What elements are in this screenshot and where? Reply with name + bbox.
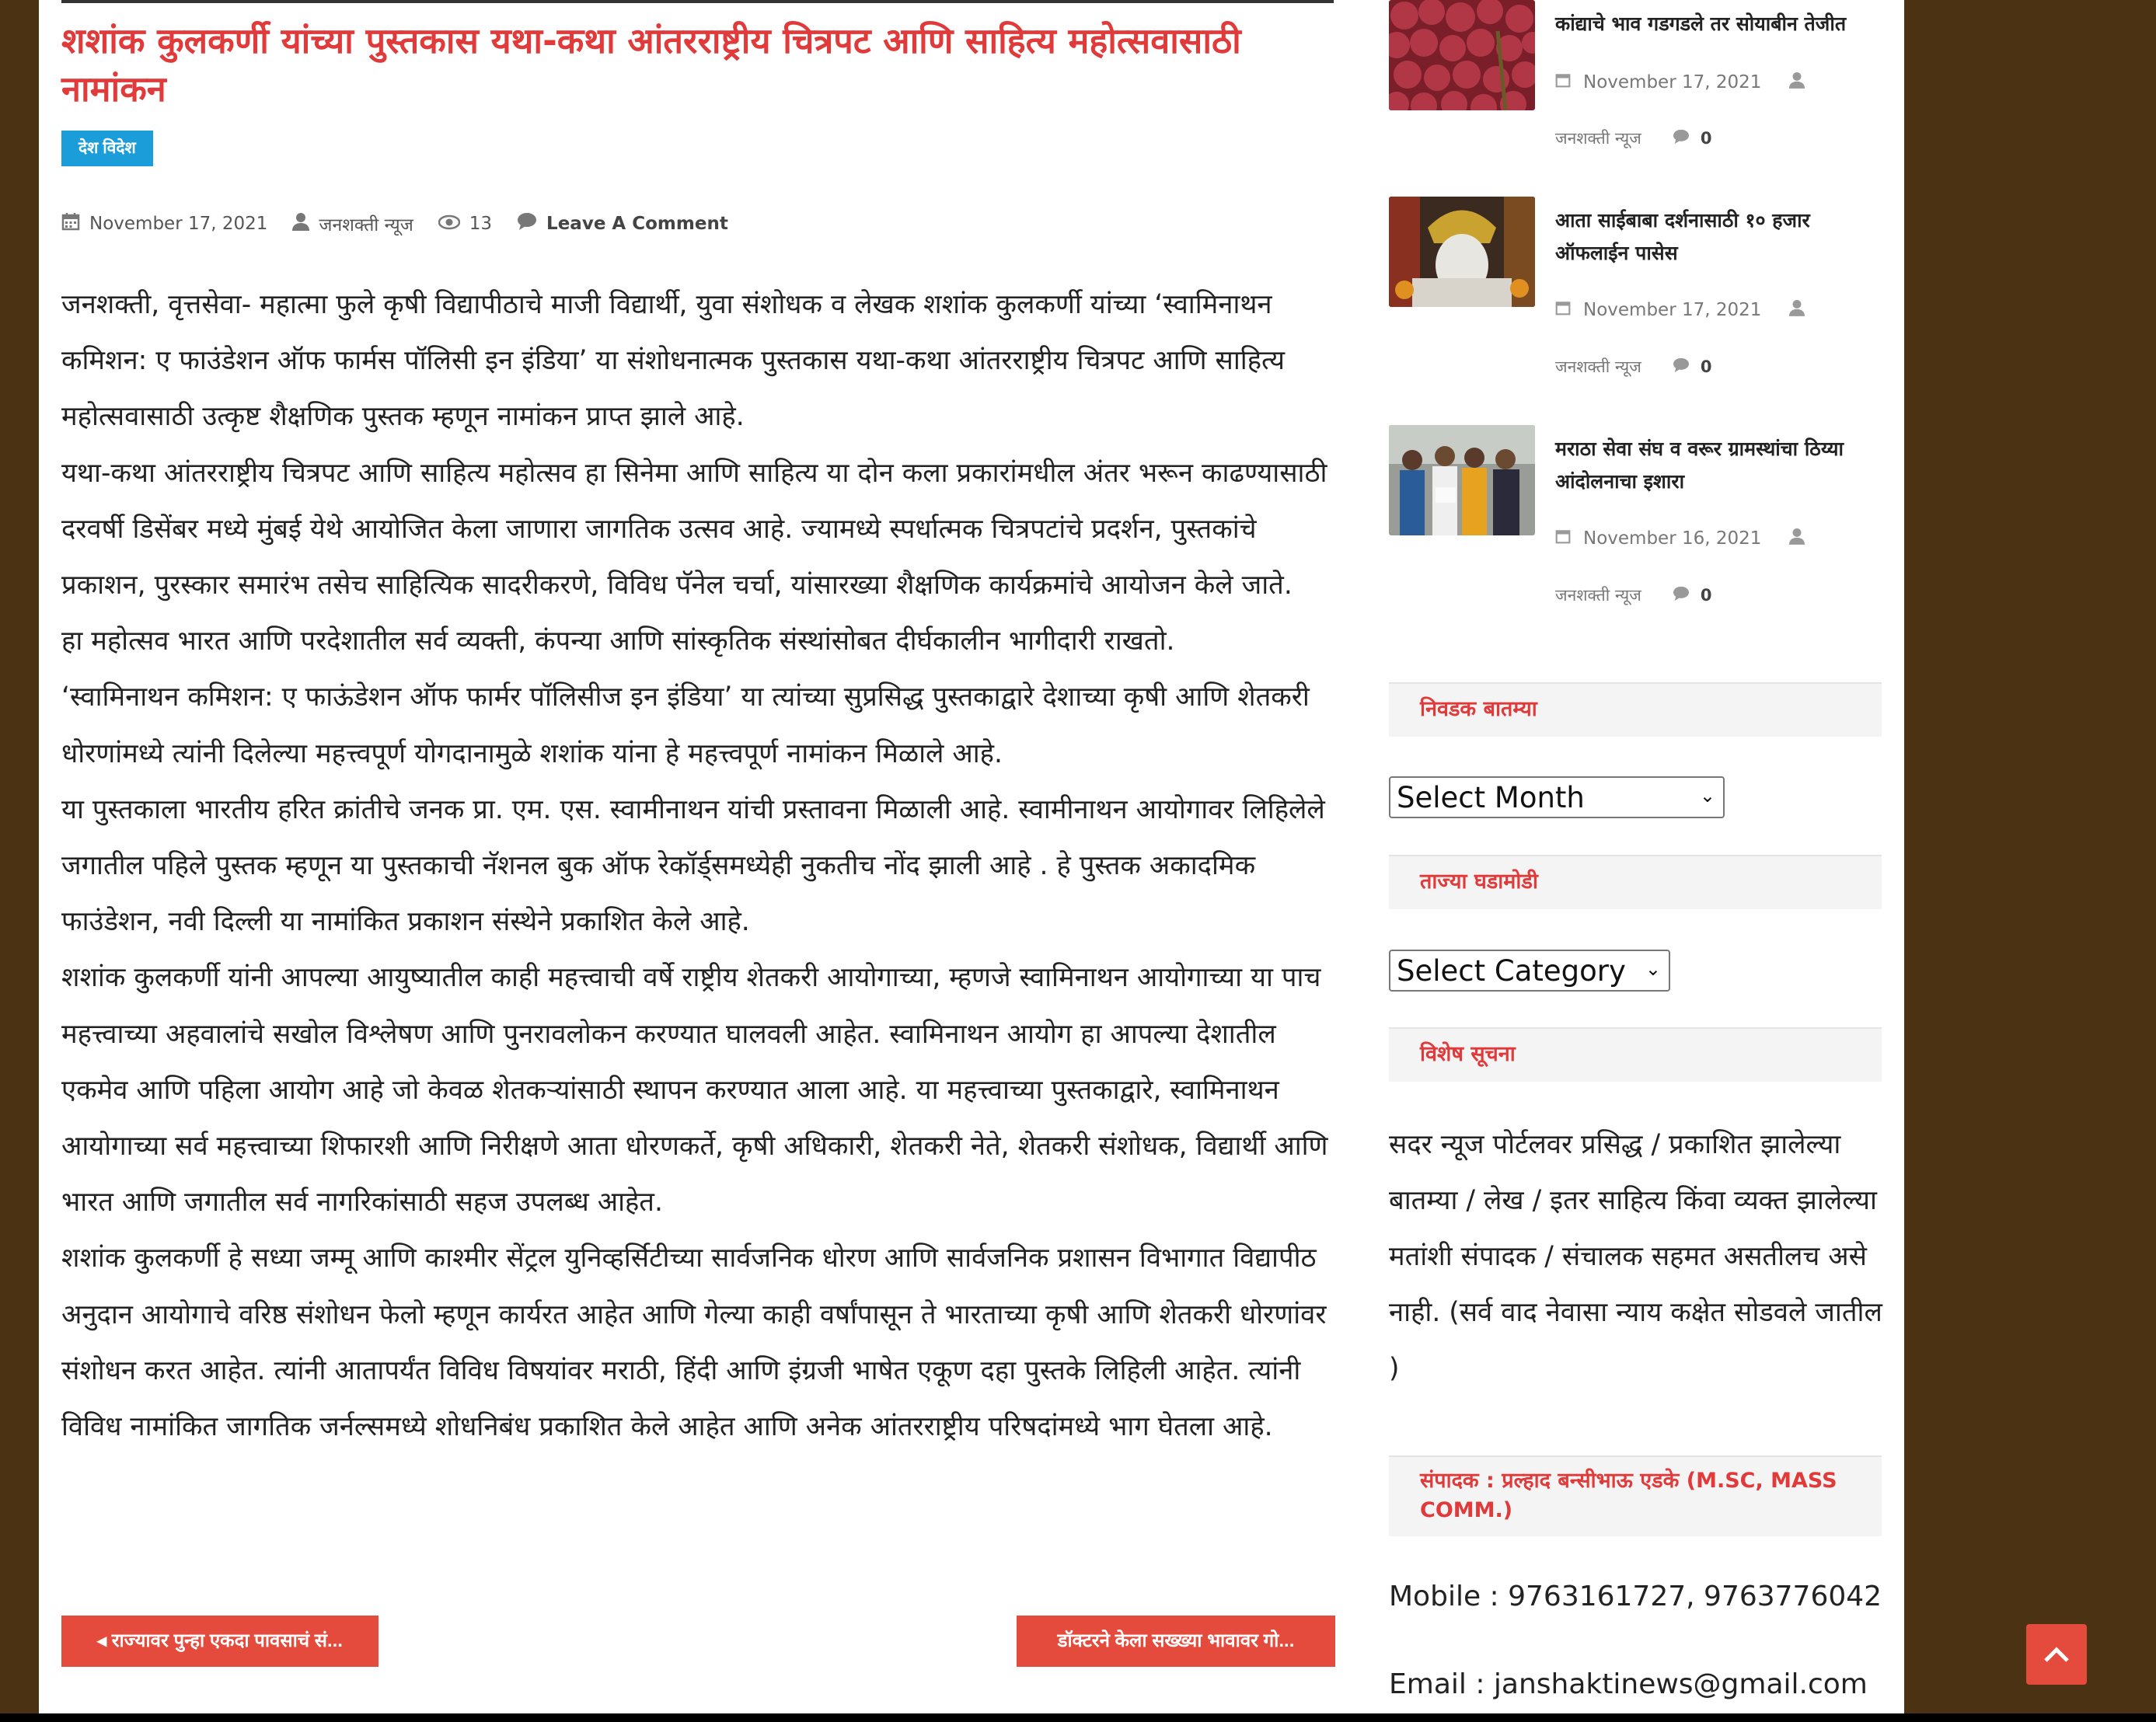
mobile-number: Mobile : 9763161727, 9763776042 — [1389, 1581, 1882, 1612]
archive-widget-title — [1389, 682, 1882, 737]
comment-icon — [517, 212, 537, 235]
article-paragraph: शशांक कुलकर्णी हे सध्या जम्मू आणि काश्मीर सेंट्रल युनिव्हर्सिटीच्या सार्वजनिक धोरण आणि सार्वजनिक प्रशासन विभागात विद्यापीठ अनुदान आयोगाचे वरिष्ठ संशोधन फेलो म्हणून कार्यरत आहेत आणि गेल्या काही वर्षांपासून ते भारताच्या कृषी आणि शेतकरी धोरणांवर संशोधन करत आहेत. त्यांनी आतापर्यंत विविध विषयांवर मराठी, हिंदी आणि इंग्रजी भाषेत एकूण दहा पुस्तके लिहिली आहेत. त्यांनी विविध नामांकित जागतिक जर्नल्समध्ये शोधनिबंध प्रकाशित केले आहेत आणि अनेक आंतरराष्ट्रीय परिषदांमध्ये भाग घेतला आहे. — [61, 1243, 1327, 1443]
post-comment-count[interactable]: 0 — [1700, 586, 1712, 605]
chevron-up-icon — [2043, 1646, 2070, 1663]
post-thumbnail[interactable] — [1389, 0, 1535, 110]
article-views: 13 — [469, 214, 493, 234]
article-paragraph: हा महोत्सव भारत आणि परदेशातील सर्व व्यक्ती, कंपन्या आणि सांस्कृतिक संस्थांसोबत दीर्घकालीन भागीदारी राखतो. — [61, 626, 1175, 657]
comment-icon — [1673, 357, 1690, 377]
post-thumbnail[interactable] — [1389, 197, 1535, 307]
page-bottom-edge — [0, 1713, 2156, 1722]
user-icon — [1789, 299, 1805, 321]
chevron-down-icon: ⌄ — [1645, 958, 1661, 980]
post-comment-count[interactable]: 0 — [1700, 129, 1712, 148]
category-badge[interactable]: देश विदेश — [61, 131, 153, 166]
calendar-icon — [61, 212, 80, 235]
next-post-label: डॉक्टरने केला सख्ख्या भावावर गो... — [1057, 1630, 1295, 1651]
post-author-row — [1555, 584, 1711, 606]
article-meta — [61, 208, 753, 239]
post-date[interactable]: November 17, 2021 — [1583, 300, 1762, 320]
editor-heading: संपादक : प्रल्हाद बन्सीभाऊ एडके (M.SC, MASS COMM.) — [1420, 1469, 1837, 1522]
article-paragraph: जनशक्ती, वृत्तसेवा- महात्मा फुले कृषी विद्यापीठाचे माजी विद्यार्थी, युवा संशोधक व लेखक शशांक कुलकर्णी यांच्या ‘स्वामिनाथन कमिशन: ए फाउंडेशन ऑफ फार्मस पॉलिसी इन इंडिया’ या संशोधनात्मक पुस्तकास यथा-कथा आंतरराष्ट्रीय चित्रपट आणि साहित्य महोत्सवासाठी उत्कृष्ट शैक्षणिक पुस्तक म्हणून नामांकन प्राप्त झाले आहे. — [61, 289, 1286, 433]
post-date[interactable]: November 16, 2021 — [1583, 528, 1762, 549]
archive-month-select[interactable] — [1389, 776, 1725, 818]
post-comment-count[interactable]: 0 — [1700, 357, 1712, 376]
post-author-row — [1555, 127, 1711, 149]
article-paragraph: या पुस्तकाला भारतीय हरित क्रांतीचे जनक प्रा. एम. एस. स्वामीनाथन यांची प्रस्तावना मिळाली आहे. स्वामीनाथन आयोगावर लिहिलेले जगातील पहिले पुस्तक म्हणून या पुस्तकाची नॅशनल बुक ऑफ रेकॉर्ड्समध्येही नुकतीच नोंद झाली आहे . हे पुस्तक अकादमिक फाउंडेशन, नवी दिल्ली या नामांकित प्रकाशन संस्थेने प्रकाशित केले आहे. — [61, 793, 1325, 938]
comment-icon — [1673, 586, 1690, 605]
email-address: Email : janshaktinews@gmail.com — [1389, 1668, 1868, 1700]
user-icon — [1789, 528, 1805, 549]
post-title[interactable]: आता साईबाबा दर्शनासाठी १० हजार ऑफलाईन पासेस — [1555, 209, 1810, 264]
article-paragraph: शशांक कुलकर्णी यांनी आपल्या आयुष्यातील काही महत्त्वाची वर्षे राष्ट्रीय शेतकरी आयोगाच्या, म्हणजे स्वामिनाथन आयोगाच्या या पाच महत्त्वाच्या अहवालांचे सखोल विश्लेषण आणि पुनरावलोकन करण्यात घालवली आहेत. स्वामिनाथन आयोग हा आपल्या देशातील एकमेव आणि पहिला आयोग आहे जो केवळ शेतकऱ्यांसाठी स्थापन करण्यात आला आहे. या महत्त्वाच्या पुस्तकाद्वारे, स्वामिनाथन आयोगाच्या सर्व महत्त्वाच्या शिफारशी आणि निरीक्षणे आता धोरणकर्ते, कृषी अधिकारी, शेतकरी नेते, शेतकरी संशोधक, विद्यार्थी आणि भारत आणि जगातील सर्व नागरिकांसाठी सहज उपलब्ध आहेत. — [61, 962, 1328, 1218]
featured-image-edge — [61, 0, 1334, 3]
article-body — [61, 277, 1340, 1455]
post-date-row — [1555, 299, 1817, 321]
post-date-row — [1555, 71, 1817, 93]
chevron-down-icon: ⌄ — [1699, 785, 1715, 807]
article-paragraph: ‘स्वामिनाथन कमिशन: ए फाऊंडेशन ऑफ फार्मर पॉलिसीज इन इंडिया’ या त्यांच्या सुप्रसिद्ध पुस्तकाद्वारे देशाच्या कृषी आणि शेतकरी धोरणांमध्ये त्यांनी दिलेल्या महत्त्वपूर्ण योगदानामुळे शशांक यांना हे महत्त्वपूर्ण नामांकन मिळाले आहे. — [61, 681, 1310, 769]
sidebar-post[interactable] — [1389, 197, 1925, 376]
calendar-icon — [1555, 72, 1571, 92]
article-author[interactable]: जनशक्ती न्यूज — [319, 215, 413, 235]
post-author[interactable]: जनशक्ती न्यूज — [1555, 586, 1641, 605]
sidebar-post[interactable] — [1389, 0, 1925, 155]
notice-text: सदर न्यूज पोर्टलवर प्रसिद्ध / प्रकाशित झालेल्या बातम्या / लेख / इतर साहित्य किंवा व्यक्त झालेल्या मतांशी संपादक / संचालक सहमत असतीलच असे नाही. (सर्व वाद नेवासा न्याय कक्षेत सोडवले जातील ) — [1389, 1129, 1882, 1384]
calendar-icon — [1555, 528, 1571, 549]
leave-comment-link[interactable]: Leave A Comment — [546, 214, 728, 234]
archive-select-value: Select Month — [1397, 780, 1585, 814]
post-title[interactable]: कांद्याचे भाव गडगडले तर सोयाबीन तेजीत — [1555, 12, 1847, 35]
category-select[interactable] — [1389, 950, 1670, 992]
category-select-value: Select Category — [1397, 953, 1626, 988]
category-widget-title — [1389, 855, 1882, 909]
editor-widget-title — [1389, 1455, 1882, 1536]
scroll-to-top-button[interactable] — [2026, 1624, 2087, 1685]
eye-icon — [438, 213, 460, 235]
article-date[interactable]: November 17, 2021 — [89, 214, 268, 234]
page-container — [39, 0, 1904, 1713]
category-widget-heading: ताज्या घडामोडी — [1420, 870, 1538, 894]
notice-widget-title — [1389, 1027, 1882, 1082]
user-icon — [1789, 71, 1805, 93]
calendar-icon — [1555, 300, 1571, 320]
sidebar-post[interactable] — [1389, 425, 1925, 612]
caret-left-icon: ◂ — [97, 1630, 112, 1651]
previous-post-label: राज्यावर पुन्हा एकदा पावसाचं सं... — [111, 1630, 343, 1651]
user-icon — [292, 212, 309, 235]
post-date[interactable]: November 17, 2021 — [1583, 72, 1762, 92]
post-thumbnail[interactable] — [1389, 425, 1535, 535]
archive-widget-heading: निवडक बातम्या — [1420, 697, 1537, 721]
article-title: शशांक कुलकर्णी यांच्या पुस्तकास यथा-कथा आंतरराष्ट्रीय चित्रपट आणि साहित्य महोत्सवासाठी नामांकन — [61, 20, 1241, 110]
next-post-button[interactable] — [1017, 1616, 1335, 1667]
post-author-row — [1555, 356, 1711, 378]
article-paragraph: यथा-कथा आंतरराष्ट्रीय चित्रपट आणि साहित्य महोत्सव हा सिनेमा आणि साहित्य या दोन कला प्रकारांमधील अंतर भरून काढण्यासाठी दरवर्षी डिसेंबर मध्ये मुंबई येथे आयोजित केला जाणारा जागतिक उत्सव आहे. ज्यामध्ये स्पर्धात्मक चित्रपटांचे प्रदर्शन, पुस्तकांचे प्रकाशन, पुरस्कार समारंभ तसेच साहित्यिक सादरीकरणे, विविध पॅनेल चर्चा, यांसारख्या शैक्षणिक कार्यक्रमांचे आयोजन केले जाते. — [61, 457, 1327, 601]
post-title[interactable]: मराठा सेवा संघ व वरूर ग्रामस्थांचा ठिय्या आंदोलनाचा इशारा — [1555, 437, 1844, 493]
comment-icon — [1673, 129, 1690, 148]
previous-post-button[interactable] — [61, 1616, 379, 1667]
post-date-row — [1555, 528, 1817, 549]
notice-widget-heading: विशेष सूचना — [1420, 1042, 1516, 1066]
post-author[interactable]: जनशक्ती न्यूज — [1555, 129, 1641, 148]
post-author[interactable]: जनशक्ती न्यूज — [1555, 357, 1641, 376]
